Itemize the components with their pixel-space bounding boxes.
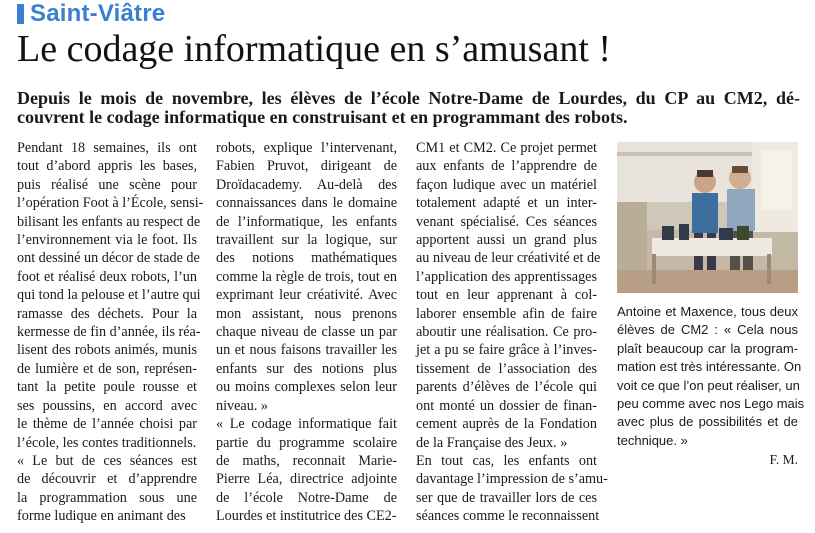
photo-children-robots	[617, 142, 798, 293]
body-line: mon assistant, nous prenons	[216, 305, 397, 322]
caption-line: élèves de CM2 : « Cela nous	[617, 322, 798, 338]
body-line: de maths, reconnait Marie-	[216, 452, 397, 469]
column-1	[17, 139, 204, 526]
kicker-text: Saint-Viâtre	[30, 0, 166, 27]
body-line: forme ludique en animant des	[17, 508, 186, 525]
body-line: cement auprès de la Fondation	[416, 416, 597, 433]
body-line: parents d’élèves de l’école qui	[416, 379, 597, 396]
body-line: l’école, les contes traditionnels.	[17, 434, 197, 451]
body-line: ses poussins, en accord avec	[17, 397, 197, 414]
caption-line: mation est très intéressante. On	[617, 359, 802, 375]
body-line: de l’école Notre-Dame de	[216, 489, 397, 506]
body-line: tissement de l’association des	[416, 360, 597, 377]
body-line: puis réalisé une scène pour	[17, 176, 197, 193]
body-line: lisent des robots animés, munis	[17, 342, 197, 359]
caption-line: voit ce que l’on peut réaliser, un	[617, 377, 800, 393]
body-line: le thème de l’année choisi par	[17, 416, 197, 433]
body-line: Pierre Léa, directrice adjointe	[216, 471, 397, 488]
body-line: l’opération Foot à l’École, sensi-	[17, 195, 204, 212]
signature: F. M.	[769, 452, 798, 467]
body-line: comme la règle de trois, tout en	[216, 268, 397, 285]
body-line: exprimant leur créativité. Avec	[216, 287, 397, 304]
body-line: CM1 et CM2. Ce projet permet	[416, 140, 597, 156]
body-line: ont dessiné un décor de stade de	[17, 250, 200, 267]
kicker-bar	[17, 4, 24, 24]
body-line: Fabien Pruvot, dirigeant de	[216, 158, 397, 175]
body-line: de lumière et de son, représen-	[17, 360, 197, 377]
body-line: au niveau de leur créativité et de	[416, 250, 601, 267]
chapeau	[17, 89, 800, 127]
body-line: Droïdacademy. Au-delà des	[216, 176, 397, 193]
body-line: venant spécialisé. Ces séances	[416, 213, 597, 230]
caption-line: technique. »	[617, 432, 688, 448]
chapeau-line: couvrent le codage informatique en construisant et en programmant des robots.	[17, 107, 628, 127]
body-line: chaque niveau de classe un par	[216, 324, 397, 341]
article-photo	[617, 142, 798, 293]
body-line: laborer ensemble afin de faire	[416, 305, 597, 322]
body-line: ser que de travailler lors de ces	[416, 489, 597, 506]
body-line: la programmation sous une	[17, 489, 197, 506]
caption-line: Antoine et Maxence, tous deux	[617, 304, 798, 319]
body-line: ramasse des déchets. Pour la	[17, 305, 197, 322]
body-line: l’application des apprentissages	[416, 268, 597, 285]
column-3	[416, 139, 608, 526]
body-line: façon ludique avec un matériel	[416, 176, 597, 193]
body-line: apportent aussi un grand plus	[416, 232, 597, 249]
body-line: jet a pu se faire grâce à l’inves-	[416, 342, 597, 359]
headline: Le codage informatique en s’amusant !	[17, 28, 612, 70]
body-line: Lourdes et institutrice des CE2-	[216, 508, 397, 525]
body-line: tout d’abord appris les bases,	[17, 158, 197, 175]
body-line: tant la petite poule rousse et	[17, 379, 197, 396]
body-line: qui tond la pelouse et l’autre qui	[17, 287, 201, 304]
body-line: « Le codage informatique fait	[216, 416, 397, 433]
body-line: « Le but de ces séances est	[17, 452, 197, 469]
body-line: partie du programme scolaire	[216, 434, 397, 451]
body-line: davantage l’impression de s’amu-	[416, 471, 608, 488]
body-line: aux enfants de l’apprendre de	[416, 158, 597, 175]
caption-line: plaît beaucoup car la program-	[617, 340, 798, 356]
body-line: un et nous faisons travailler les	[216, 342, 397, 359]
body-line: bilisant les enfants au respect de	[17, 213, 201, 230]
body-line: connaissances dans le domaine	[216, 195, 397, 212]
caption-line: avec plus de possibilités et de	[617, 414, 798, 430]
body-line: ou moins complexes selon leur	[216, 379, 397, 396]
body-line: de découvrir et d’apprendre	[17, 471, 197, 488]
body-line: tout en leur apprenant à col-	[416, 287, 597, 304]
body-line: aboutir une réalisation. Ce pro-	[416, 324, 597, 341]
body-line: de l’informatique, les enfants	[216, 213, 397, 230]
body-line: l’environnement via le foot. Ils	[17, 232, 197, 249]
body-line: ont monté un dossier de finan-	[416, 397, 597, 414]
body-line: travaillent sur la logique, sur	[216, 232, 397, 249]
body-line: des notions mathématiques	[216, 250, 397, 267]
body-line: Pendant 18 semaines, ils ont	[17, 140, 197, 156]
body-line: séances comme le reconnaissent	[416, 508, 600, 525]
section-kicker	[17, 0, 165, 27]
body-line: robots, explique l’intervenant,	[216, 140, 397, 156]
body-line: enfants sur des notions plus	[216, 360, 397, 377]
body-line: totalement adapté et un inter-	[416, 195, 597, 212]
caption-line: peu comme avec nos Lego mais	[617, 396, 805, 412]
column-2	[216, 139, 397, 526]
body-line: En tout cas, les enfants ont	[416, 452, 597, 469]
body-line: kermesse de fin d’année, ils réa-	[17, 324, 201, 341]
chapeau-line: Depuis le mois de novembre, les élèves de l’école Notre-Dame de Lourdes, du CP au CM2, dé-	[17, 88, 800, 108]
body-line: de la Française des Jeux. »	[416, 434, 568, 451]
photo-caption	[617, 303, 805, 450]
body-line: foot et réalisé deux robots, l’un	[17, 268, 197, 285]
body-line: niveau. »	[216, 397, 269, 414]
